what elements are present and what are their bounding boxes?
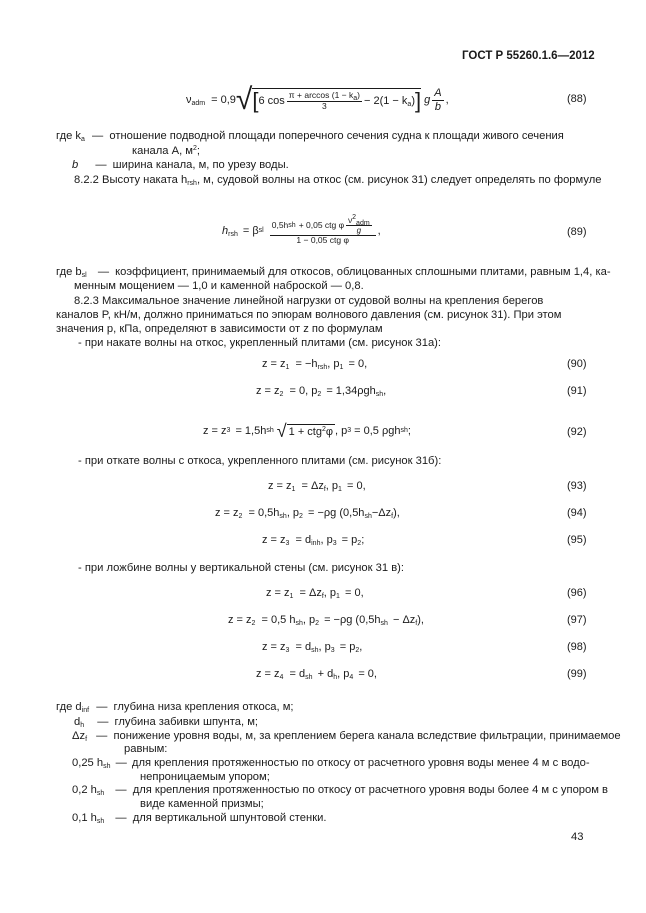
formula-number: (95) <box>567 534 587 546</box>
formula-88-ab: $\frac{A}{b}$ <box>434 86 442 113</box>
document-code: ГОСТ Р 55260.1.6—2012 <box>462 50 595 62</box>
value-025-cont: непроницаемым упором; <box>140 771 270 783</box>
formula-93: $z = z_1 = \Delta z_f$, $p_1 = 0$, <box>268 480 366 493</box>
formula-92-radicand: 1 + ctg$^2$φ <box>288 426 334 438</box>
formula-95: $z = z_3 = d_{inh}$, $p_3 = p_2$; <box>262 534 365 547</box>
page-number: 43 <box>571 831 584 843</box>
formula-88-lhs: $\nu_{adm}$ <box>186 94 206 107</box>
formula-99: $z = z_4 = d_{sh} + d_h$, $p_4 = 0$, <box>256 668 377 681</box>
value-02-cont: виде каменной призмы; <box>140 798 264 810</box>
formula-number: (93) <box>567 480 587 492</box>
formula-88-radicand: [ 6 cos $\frac{\pi + \arccos (1 - k_a)}{3}$ − $2(1 - k_a)$ ] <box>252 88 422 113</box>
formula-90: $z = z_1 = -h_{rsh}$, $p_1 = 0$, <box>262 358 368 371</box>
case-run-down: - при откате волны с откоса, укрепленного плитами (см. рисунок 31б): <box>78 455 442 467</box>
formula-number: (99) <box>567 668 587 680</box>
paragraph-8-2-3-line1: 8.2.3 Максимальное значение линейной нагрузки от судовой волны на крепления берегов <box>74 295 544 307</box>
definition-ka-cont: канала А, $м^2$; <box>132 145 201 157</box>
value-01: 0,1 $h_{sh}$ — для вертикальной шпунтовой стенки. <box>72 812 327 825</box>
definition-dz: $\Delta z_f$ — понижение уровня воды, м, за креплением берега канала вследствие фильтрации, принимаемое <box>72 730 621 743</box>
paragraph-8-2-2: 8.2.2 Высоту наката $h_{rsh}$, м, судовой волны на откос (см. рисунок 31) следует определять по формуле <box>74 174 602 187</box>
formula-92: z = z 3 = 1,5h sh √ 1 + ctg$^2$φ , p 3 = 0,5 ρgh sh ; <box>203 421 411 441</box>
formula-number: (94) <box>567 507 587 519</box>
definition-dh: $d_h$ — глубина забивки шпунта, м; <box>74 716 259 729</box>
value-02: 0,2 $h_{sh}$ — для крепления протяженностью по откосу от расчетного уровня воды более 4 м с упором в <box>72 784 608 797</box>
formula-number: (96) <box>567 587 587 599</box>
formula-number: (98) <box>567 641 587 653</box>
formula-88: $\nu_{adm}$ = 0,9 √ [ 6 cos $\frac{\pi + \arccos (1 - k_a)}{3}$ − $2(1 - k_a)$ ] g $\frac{A}{b}$ , <box>186 83 449 116</box>
definition-ka: где $k_a$ — отношение подводной площади поперечного сечения судна к площади живого сечения <box>56 130 564 143</box>
definition-dz-cont: равным: <box>124 743 168 755</box>
paragraph-8-2-3-line2: каналов P, кН/м, должно приниматься по эпюрам волнового давления (см. рисунок 31). При этом <box>56 309 562 321</box>
value-025: 0,25 $h_{sh}$ — для крепления протяженностью по откосу от расчетного уровня воды менее 4 м с водо- <box>72 757 590 770</box>
formula-97: $z = z_2 = 0,5$ $h_{sh}$, $p_2 = -\rho g$ $(0,5h_{sh} - \Delta z_f)$, <box>228 614 424 627</box>
formula-number: (89) <box>567 226 587 238</box>
case-trough: - при ложбине волны у вертикальной стены (см. рисунок 31 в): <box>78 562 404 574</box>
sqrt-symbol: √ <box>276 421 287 441</box>
definition-bsl-cont: менным мощением — 1,0 и каменной наброской — 0,8. <box>74 280 364 292</box>
formula-number: (92) <box>567 426 587 438</box>
definition-dinf: где $d_{inf}$ — глубина низа крепления откоса, м; <box>56 701 294 714</box>
definition-bsl: где $b_{sl}$ — коэффициент, принимаемый для откосов, облицованных сплошными плитами, равным 1,4, ка- <box>56 266 611 279</box>
formula-94: $z = z_2 = 0,5h_{sh}$, $p_2 = -\rho g$ $(0,5h_{sh}-\Delta z_f)$, <box>215 507 400 520</box>
formula-number: (88) <box>567 93 587 105</box>
formula-number: (90) <box>567 358 587 370</box>
formula-89: $h_{rsh}$ = β sl 0,5h sh + 0,05 ctg φ $\frac{\nu^2_{adm}}{g}$ 1 − 0,05 ctg φ , <box>222 213 381 246</box>
formula-number: (91) <box>567 385 587 397</box>
case-run-up: - при накате волны на откос, укрепленный плитами (см. рисунок 31а): <box>78 337 442 349</box>
formula-98: $z = z_3 = d_{sh}$, $p_3 = p_2$, <box>262 641 363 654</box>
formula-number: (97) <box>567 614 587 626</box>
formula-89-fraction: 0,5h sh + 0,05 ctg φ $\frac{\nu^2_{adm}}{g}$ 1 − 0,05 ctg φ <box>270 216 376 246</box>
formula-91: $z = z_2 = 0$, $p_2 = 1,34\rho gh_{sh}$, <box>256 385 387 398</box>
formula-88-coef: = 0,9 <box>211 94 236 106</box>
sqrt-symbol: √ <box>235 83 253 116</box>
paragraph-8-2-3-line3: значения p, кПа, определяют в зависимости от z по формулам <box>56 323 383 335</box>
formula-96: $z = z_1 = \Delta z_f$, $p_1 = 0$, <box>266 587 364 600</box>
formula-88-fraction: $\frac{\pi + \arccos (1 - k_a)}{3}$ <box>288 89 360 111</box>
definition-b: b — ширина канала, м, по урезу воды. <box>72 159 289 171</box>
